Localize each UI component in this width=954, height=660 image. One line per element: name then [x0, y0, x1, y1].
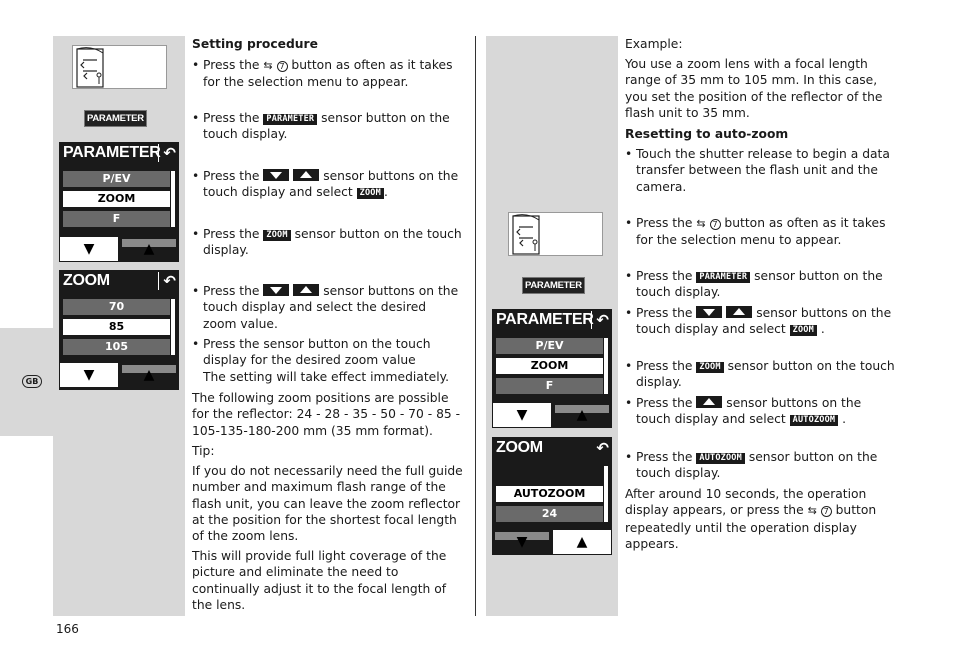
autozoom-chip: AUTOZOOM [696, 453, 745, 464]
button-bar [59, 362, 179, 388]
up-arrow-icon: ▲ [576, 534, 588, 550]
tip-paragraph: If you do not necessarily need the full guide number and maximum flash range of the flash unit, you can leave the zoom reflector at the position for the shortest focal length of the zoom lens. [192, 464, 463, 544]
step-text: Press the [636, 396, 697, 410]
step-text: Press the [203, 284, 264, 298]
back-icon[interactable]: ↶ [158, 144, 176, 162]
button-number-badge: 7 [710, 219, 721, 230]
step-text: . [838, 412, 847, 427]
flash-unit-illustration [72, 45, 167, 89]
step-text: Press the [636, 269, 697, 283]
down-key-icon [263, 284, 289, 296]
flash-unit-illustration [508, 212, 603, 256]
step-5 [192, 283, 462, 332]
up-button[interactable] [119, 362, 179, 388]
reset-step-2 [625, 215, 895, 249]
scrollbar[interactable] [171, 299, 175, 355]
up-arrow-icon: ▲ [143, 367, 155, 383]
example-paragraph: You use a zoom lens with a focal length range of 35 mm to 105 mm. In this case, you set the position of the reflector of the flash unit to 35 mm. [625, 57, 883, 120]
step-text: Press the [636, 306, 697, 320]
step-text: Press the [203, 227, 264, 241]
zoom-screen-title: ZOOM [496, 439, 543, 456]
step-text: sensor button on the touch display. [636, 450, 878, 481]
step-text: Press the [203, 58, 264, 72]
autozoom-chip: AUTOZOOM [790, 415, 839, 426]
step-text: sensor buttons on the touch display and select the desired zoom value. [203, 284, 459, 331]
down-arrow-icon: ▼ [516, 407, 528, 423]
step-text: . [816, 322, 825, 337]
zoom-row[interactable]: 24 [496, 506, 603, 522]
step-3 [192, 168, 462, 201]
up-button[interactable] [552, 529, 612, 555]
menu-row[interactable]: P/EV [63, 171, 170, 187]
up-key-icon [696, 396, 722, 408]
button-bar [59, 236, 179, 262]
zoom-row-selected[interactable]: 85 [63, 319, 170, 335]
autozoom-screen [492, 437, 612, 555]
up-key-icon [726, 306, 752, 318]
step-text: sensor button on the touch display. [203, 227, 462, 258]
up-button[interactable] [119, 236, 179, 262]
setting-procedure-heading: Setting procedure [192, 37, 318, 51]
step-text: Press the [203, 169, 264, 183]
zoom-positions-paragraph: The following zoom positions are possible for the reflector: 24 - 28 - 35 - 50 - 70 - 85 - 105-135-180-200 mm (35 mm format). [192, 391, 461, 438]
step-text: sensor button on the touch display. [636, 359, 895, 390]
menu-row[interactable]: P/EV [496, 338, 603, 354]
button-number-badge: 7 [821, 506, 832, 517]
step-text: Press the [203, 111, 264, 125]
zoom-chip: ZOOM [357, 188, 384, 199]
scrollbar[interactable] [604, 338, 608, 394]
zoom-row[interactable]: 105 [63, 339, 170, 355]
step-text: Touch the shutter release to begin a data transfer between the flash unit and the camera. [636, 147, 890, 194]
zoom-screen-title: ZOOM [63, 272, 110, 289]
scrollbar[interactable] [604, 466, 608, 522]
menu-row[interactable]: F [496, 378, 603, 394]
zoom-chip: ZOOM [263, 230, 290, 241]
down-button[interactable] [59, 236, 119, 262]
column-divider [475, 36, 476, 616]
up-key-icon [293, 169, 319, 181]
tip-label: Tip: [192, 444, 215, 458]
step-text: button as often as it takes for the selection menu to appear. [636, 216, 886, 248]
page-number: 166 [56, 622, 79, 636]
step-text: button as often as it takes for the selection menu to appear. [203, 58, 453, 90]
down-button[interactable] [492, 529, 552, 555]
parameter-screen [492, 309, 612, 428]
reset-step-7 [625, 449, 895, 482]
up-arrow-icon: ▲ [576, 407, 588, 423]
back-icon[interactable]: ↶ [591, 311, 609, 329]
button-bar [492, 529, 612, 555]
autozoom-row-selected[interactable]: AUTOZOOM [496, 486, 603, 502]
zoom-chip: ZOOM [696, 362, 723, 373]
up-key-icon [293, 284, 319, 296]
down-button[interactable] [59, 362, 119, 388]
reset-step-5 [625, 358, 895, 391]
switch-icon: ⇆ [807, 504, 817, 518]
after-paragraph [625, 486, 895, 552]
step-text: Press the sensor button on the touch display for the desired zoom value [203, 337, 431, 368]
step-1 [192, 57, 462, 91]
paragraph-text: button repeatedly until the operation display appears. [625, 503, 877, 551]
down-arrow-icon: ▼ [83, 367, 95, 383]
down-arrow-icon: ▼ [516, 534, 528, 550]
step-2 [192, 110, 462, 143]
back-icon[interactable]: ↶ [596, 439, 609, 457]
step-text: sensor button on the touch display. [636, 269, 883, 300]
parameter-chip: PARAMETER [696, 272, 750, 283]
language-badge: GB [22, 375, 42, 388]
down-button[interactable] [492, 402, 552, 428]
zoom-chip: ZOOM [790, 325, 817, 336]
back-icon[interactable]: ↶ [158, 272, 176, 290]
step-text: Press the [636, 450, 697, 464]
reset-step-6 [625, 395, 897, 428]
parameter-chip: PARAMETER [263, 114, 317, 125]
step-text: sensor button on the touch display. [203, 111, 450, 142]
step-4 [192, 226, 462, 259]
switch-icon: ⇆ [263, 59, 273, 72]
down-arrow-icon: ▼ [83, 241, 95, 257]
menu-row-selected[interactable]: ZOOM [63, 191, 170, 207]
reset-step-4 [625, 305, 895, 338]
menu-row[interactable]: F [63, 211, 170, 227]
down-key-icon [696, 306, 722, 318]
step-text: sensor buttons on the touch display and select [203, 169, 459, 200]
up-button[interactable] [552, 402, 612, 428]
step-text: The setting will take effect immediately. [203, 369, 450, 384]
step-text: Press the [636, 359, 697, 373]
example-label: Example: [625, 37, 683, 51]
zoom-screen [59, 270, 179, 390]
up-arrow-icon: ▲ [143, 241, 155, 257]
parameter-sensor-button[interactable]: PARAMETER [84, 110, 147, 127]
step-6 [192, 336, 462, 385]
zoom-row[interactable]: 70 [63, 299, 170, 315]
parameter-screen-title: PARAMETER [496, 311, 594, 328]
tip-paragraph-2: This will provide full light coverage of the picture and eliminate the need to continually adjust it to the focal length of the lens. [192, 549, 447, 612]
parameter-screen-title: PARAMETER [63, 144, 161, 161]
step-text: sensor buttons on the touch display and select [636, 396, 862, 427]
switch-icon: ⇆ [696, 217, 706, 230]
scrollbar[interactable] [171, 171, 175, 227]
menu-row-selected[interactable]: ZOOM [496, 358, 603, 374]
step-text: Press the [636, 216, 697, 230]
button-number-badge: 7 [277, 61, 288, 72]
button-bar [492, 402, 612, 428]
step-text: sensor buttons on the touch display and select [636, 306, 892, 337]
parameter-sensor-button[interactable]: PARAMETER [522, 277, 585, 294]
parameter-screen [59, 142, 179, 262]
down-key-icon [263, 169, 289, 181]
reset-step-3 [625, 268, 895, 301]
reset-heading: Resetting to auto-zoom [625, 127, 789, 141]
reset-step-1 [625, 146, 895, 195]
step-text: . [383, 185, 388, 200]
paragraph-text: After around 10 seconds, the operation display appears, or press the [625, 487, 867, 518]
